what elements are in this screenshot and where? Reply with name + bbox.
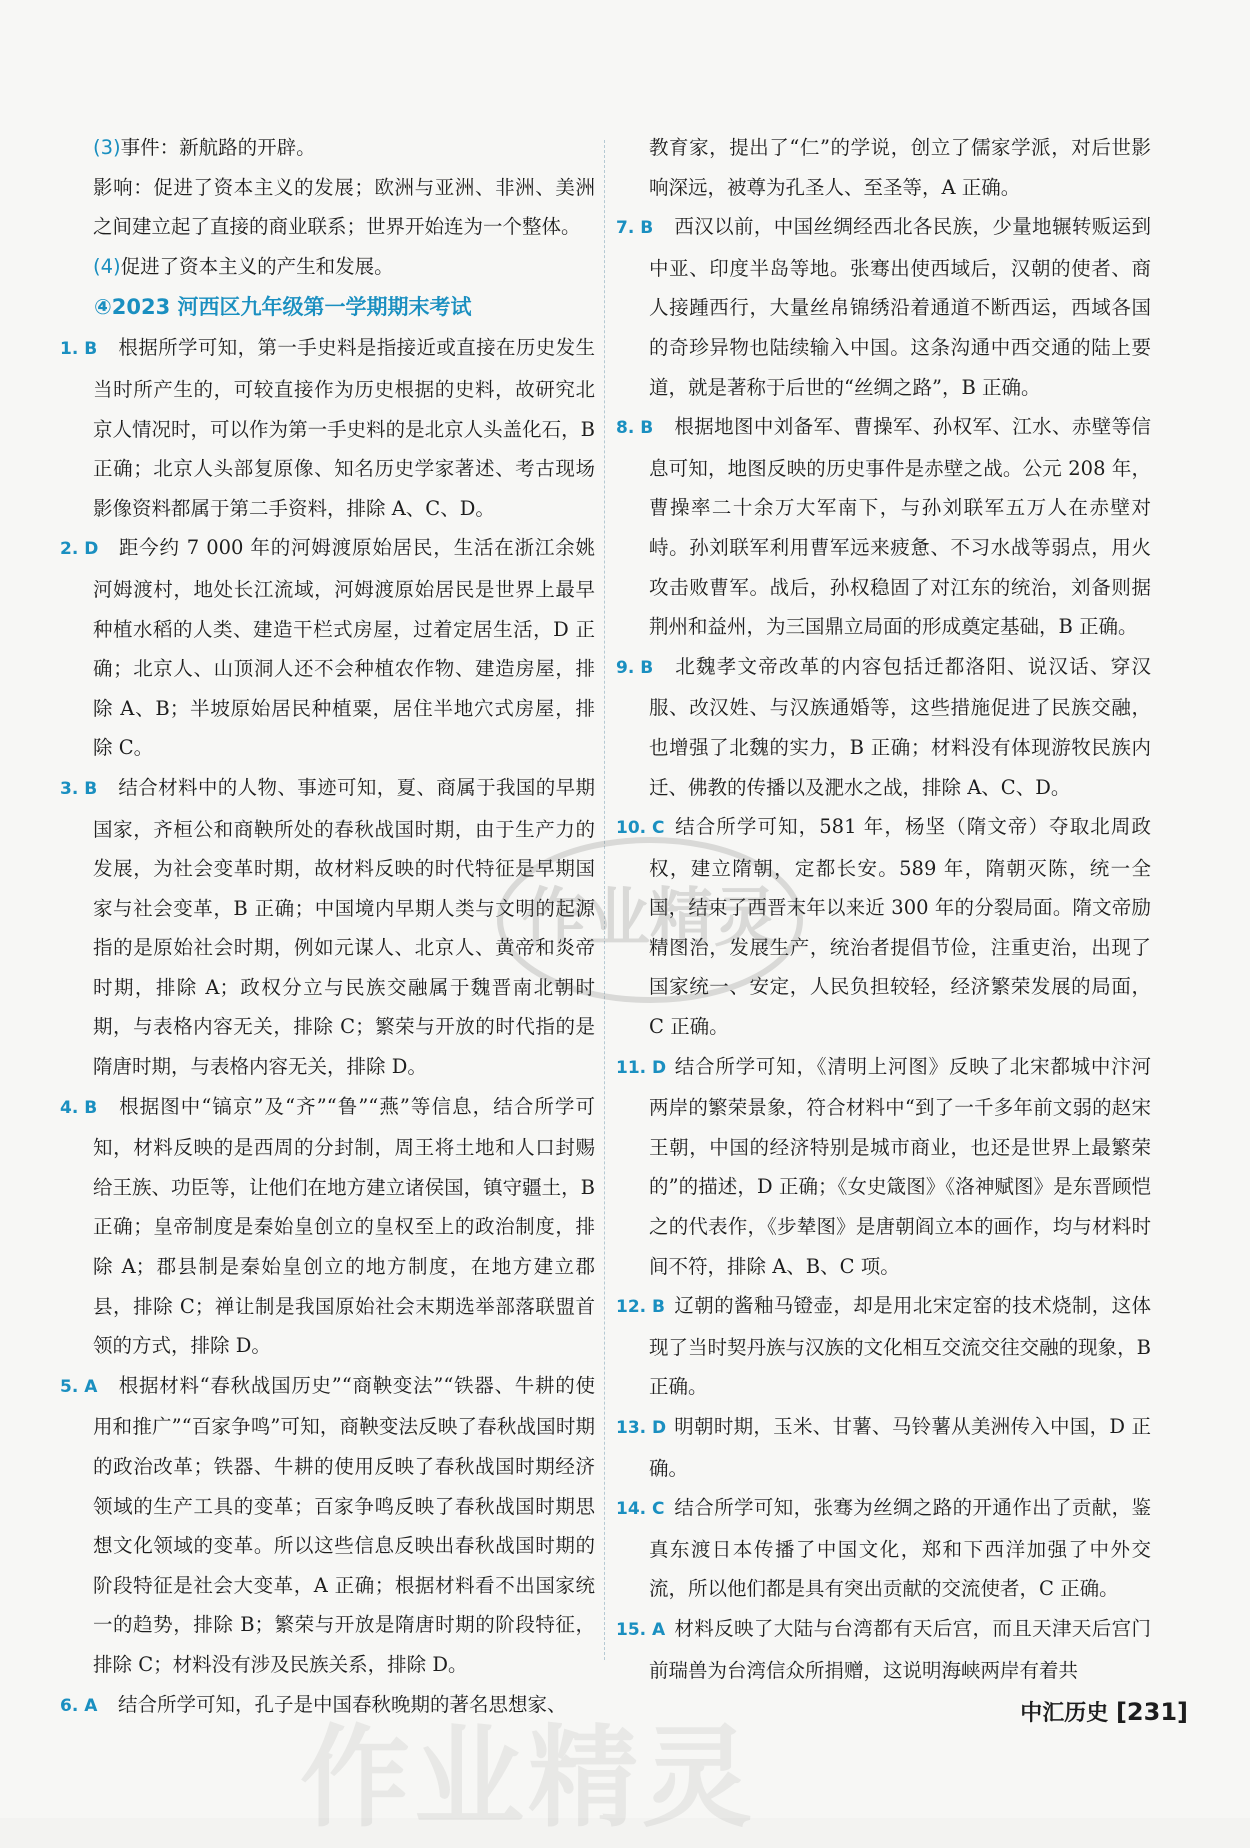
answer-item — [60, 328, 595, 528]
page-footer — [1020, 1696, 1188, 1727]
answer-text: 结合材料中的人物、事迹可知，夏、商属于我国的早期国家，齐桓公和商鞅所处的春秋战国时期，由于生产力的发展，为社会变革时期，故材料反映的时代特征是早期国家与社会变革，B 正确；中国境内早期人类与文明的起源指的是原始社会时期，例如元谋人、北京人、黄帝和炎帝时期，排除 A；政权分立与民族交融属于魏晋南北朝时期，与表格内容无关，排除 C；繁荣与开放的时代指的是隋唐时期，与表格内容无关，排除 D。 — [93, 775, 595, 1079]
answer-item — [616, 1286, 1151, 1407]
answer-text: 根据地图中刘备军、曹操军、孙权军、江水、赤壁等信息可知，地图反映的历史事件是赤壁之战。公元 208 年，曹操率二十余万大军南下，与孙刘联军五万人在赤壁对峙。孙刘联军利用曹军远来疲惫、不习水战等弱点，用火攻击败曹军。战后，孙权稳固了对江东的统治，刘备则据荆州和益州，为三国鼎立局面的形成奠定基础，B 正确。 — [649, 415, 1151, 639]
answer-text: 根据材料“春秋战国历史”“商鞅变法”“铁器、牛耕的使用和推广”“百家争鸣”可知，商鞅变法反映了春秋战国时期的政治改革；铁器、牛耕的使用反映了春秋战国时期经济领域的生产工具的变革；百家争鸣反映了春秋战国时期思想文化领域的变革。所以这些信息反映出春秋战国时期的阶段特征是社会大变革，A 正确；根据材料看不出国家统一的趋势，排除 B；繁荣与开放是隋唐时期的阶段特征，排除 C；材料没有涉及民族关系，排除 D。 — [93, 1373, 595, 1676]
answer-item — [616, 207, 1151, 407]
answer-tag: 4. B — [60, 1097, 98, 1118]
answer-tag: 3. B — [60, 778, 98, 799]
answer-text: 结合所学可知，《清明上河图》反映了北宋都城中汴河两岸的繁荣景象，符合材料中“到了一千多年前文弱的赵宋王朝，中国的经济特别是城市商业，也还是世界上最繁荣的”的描述，D 正确；《女史箴图》《洛神赋图》是东晋顾恺之的代表作，《步辇图》是唐朝阎立本的画作，均与材料时间不符，排除 A、B、C 项。 — [649, 1054, 1151, 1278]
sub-answer-4 — [60, 247, 595, 287]
answer-item — [616, 1407, 1151, 1488]
answer-item — [616, 1609, 1151, 1690]
answer-item — [60, 528, 595, 768]
answer-text: 西汉以前，中国丝绸经西北各民族，少量地辗转贩运到中亚、印度半岛等地。张骞出使西域后，汉朝的使者、商人接踵西行，大量丝帛锦绣沿着通道不断西运，西域各国的奇珍异物也陆续输入中国。这条沟通中西交通的陆上要道，就是著称于后世的“丝绸之路”，B 正确。 — [649, 215, 1151, 399]
answer-tag: 6. A — [60, 1695, 98, 1716]
continued-text: 教育家，提出了“仁”的学说，创立了儒家学派，对后世影响深远，被尊为孔圣人、至圣等，A 正确。 — [649, 136, 1151, 199]
answer-tag: 1. B — [60, 339, 98, 360]
page-number: [231] — [1115, 1698, 1188, 1726]
sub-answer-3-text: 事件：新航路的开辟。 — [120, 136, 316, 159]
center-watermark-text: 作业精灵 — [522, 882, 778, 956]
bottom-watermark: 作业精灵 — [300, 1714, 756, 1842]
answer-text: 结合所学可知，581 年，杨坚（隋文帝）夺取北周政权，建立隋朝，定都长安。589 年，隋朝灭陈，统一全国，结束了西晋末年以来近 300 年的分裂局面。隋文帝励精图治，发展生产，统治者提倡节俭，注重吏治，出现了国家统一、安定，人民负担较轻，经济繁荣发展的局面，C 正确。 — [649, 815, 1151, 1039]
answer-text: 明朝时期，玉米、甘薯、马铃薯从美洲传入中国，D 正确。 — [649, 1415, 1151, 1480]
answer-text: 结合所学可知，孔子是中国春秋晚期的著名思想家、 — [118, 1692, 567, 1716]
answer-tag: 12. B — [616, 1297, 665, 1318]
answer-item — [60, 1366, 595, 1685]
answer-text: 距今约 7 000 年的河姆渡原始居民，生活在浙江余姚河姆渡村，地处长江流域，河姆渡原始居民是世界上最早种植水稻的人类、建造干栏式房屋，过着定居生活，D 正确；北京人、山顶洞人还不会种植农作物、建造房屋，排除 A、B；半坡原始居民种植粟，居住半地穴式房屋，排除 C。 — [93, 536, 595, 760]
answer-tag: 10. C — [616, 818, 665, 839]
answer-item — [60, 1087, 595, 1366]
answer-text: 根据所学可知，第一手史料是指接近或直接在历史发生当时所产生的，可较直接作为历史根据的史料，故研究北京人情况时，可以作为第一手史料的是北京人头盖化石，B 正确；北京人头部复原像、知名历史学家著述、考古现场影像资料都属于第二手资料，排除 A、C、D。 — [93, 336, 595, 520]
answer-text: 北魏孝文帝改革的内容包括迁都洛阳、说汉话、穿汉服、改汉姓、与汉族通婚等，这些措施促进了民族交融，也增强了北魏的实力，B 正确；材料没有体现游牧民族内迁、佛教的传播以及淝水之战，排除 A、C、D。 — [649, 654, 1151, 799]
answer-tag: 9. B — [616, 657, 654, 678]
answer-item — [616, 1488, 1151, 1609]
answer-tag: 5. A — [60, 1376, 98, 1397]
center-watermark-logo — [490, 820, 810, 1020]
answer-tag: 8. B — [616, 418, 654, 439]
answer-tag: 14. C — [616, 1499, 665, 1520]
answer-tag: 15. A — [616, 1619, 666, 1640]
sub-answer-3 — [60, 128, 595, 168]
answer-tag: 7. B — [616, 218, 654, 239]
answer-text: 结合所学可知，张骞为丝绸之路的开通作出了贡献，鉴真东渡日本传播了中国文化，郑和下西洋加强了中外交流，所以他们都是具有突出贡献的交流使者，C 正确。 — [649, 1496, 1151, 1601]
sub-answer-4-text: 促进了资本主义的产生和发展。 — [120, 254, 394, 278]
answer-text: 根据图中“镐京”及“齐”“鲁”“燕”等信息，结合所学可知，材料反映的是西周的分封制，周王将土地和人口封赐给王族、功臣等，让他们在地方建立诸侯国，镇守疆土，B 正确；皇帝制度是秦始皇创立的皇权至上的政治制度，排除 A；郡县制是秦始皇创立的地方制度，在地方建立郡县，排除 C；禅让制是我国原始社会末期选举部落联盟首领的方式，排除 D。 — [93, 1094, 595, 1358]
book-title: 中汇历史 — [1020, 1701, 1109, 1726]
answer-text: 材料反映了大陆与台湾都有天后宫，而且天津天后宫门前瑞兽为台湾信众所捐赠，这说明海峡两岸有着共 — [649, 1616, 1151, 1682]
answer-item — [616, 1047, 1151, 1287]
answer-tag: 11. D — [616, 1057, 667, 1078]
sub-answer-4-label: (4) — [93, 254, 121, 278]
answer-tag: 13. D — [616, 1418, 667, 1438]
sub-answer-3-label: (3) — [93, 136, 121, 159]
answer-tag: 2. D — [60, 539, 99, 560]
section-title: ④2023 河西区九年级第一学期期末考试 — [94, 295, 472, 320]
answer-text: 辽朝的酱釉马镫壶，却是用北宋定窑的技术烧制，这体现了当时契丹族与汉族的文化相互交流交往交融的现象，B 正确。 — [649, 1294, 1151, 1399]
impact-text: 影响：促进了资本主义的发展；欧洲与亚洲、非洲、美洲之间建立起了直接的商业联系；世界开始连为一个整体。 — [93, 175, 595, 239]
answer-item — [616, 407, 1151, 647]
answer-item — [616, 647, 1151, 807]
